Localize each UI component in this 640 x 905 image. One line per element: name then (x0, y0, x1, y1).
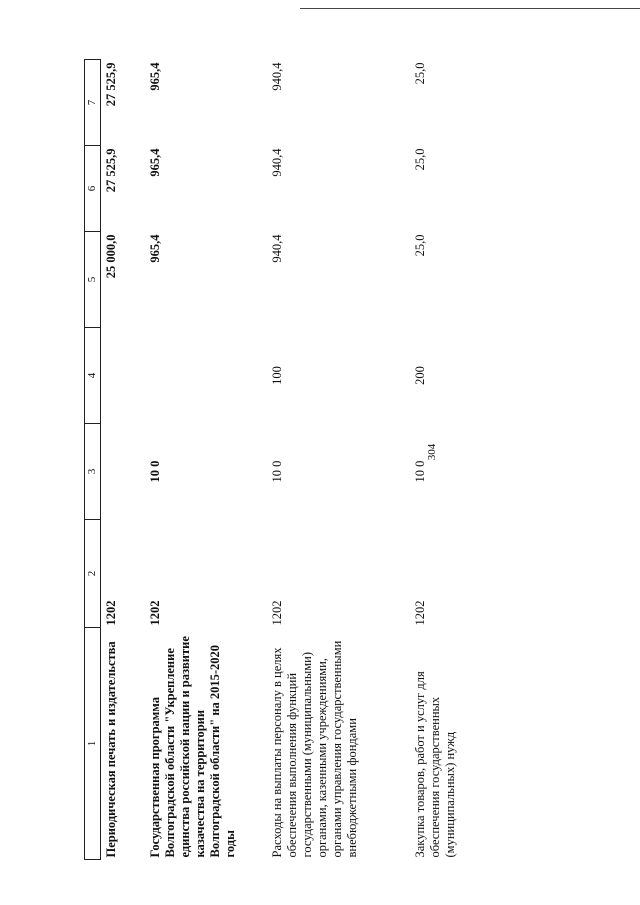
cell-amount-5: 965,4 (147, 234, 162, 263)
cell-amount-7: 25,0 (412, 62, 427, 85)
table-row (145, 60, 267, 860)
column-header: 5 (85, 232, 101, 328)
column-header: 3 (85, 424, 101, 520)
row-name: Периодическая печать и издательства (104, 641, 118, 858)
top-rule (300, 8, 640, 9)
cell-amount-6: 25,0 (412, 148, 427, 171)
cell-expense-type (101, 328, 145, 424)
column-header: 1 (85, 628, 101, 860)
cell-target: 10 0 (269, 460, 284, 483)
cell-section: 1202 (412, 600, 427, 626)
cell-expense-type: 100 (269, 366, 284, 385)
cell-amount-6: 965,4 (147, 148, 162, 177)
cell-target (101, 424, 145, 520)
page-number: 304 (426, 443, 438, 461)
column-header: 2 (85, 520, 101, 628)
cell-expense-type: 200 (412, 366, 427, 385)
cell-amount-6: 27 525,9 (104, 148, 118, 193)
cell-amount-5: 940,4 (269, 234, 284, 263)
cell-amount-7: 940,4 (269, 62, 284, 91)
cell-section: 1202 (269, 600, 284, 626)
row-name: Государственная программа Волгоградской области "Укрепление единства российской нации и развитие казачества на территории Волгоградской области" на 2015-2020 годы (147, 636, 237, 858)
cell-amount-6: 940,4 (269, 148, 284, 177)
cell-target: 10 0 (147, 460, 162, 483)
cell-target: 10 0 (412, 460, 427, 483)
cell-section: 1202 (147, 600, 162, 626)
row-name: Расходы на выплаты персоналу в целях обеспечения выполнения функций государственными (муниципальными) органами, казенными учреждениями, органами управления государственными внебюджетными фондами (269, 640, 359, 858)
cell-expense-type (145, 328, 267, 424)
column-header: 6 (85, 146, 101, 232)
column-header: 4 (85, 328, 101, 424)
table-row (410, 60, 503, 860)
cell-amount-5: 25 000,0 (104, 234, 118, 279)
cell-section: 1202 (104, 600, 118, 626)
cell-amount-7: 27 525,9 (104, 62, 118, 107)
header-row (85, 60, 101, 860)
table-row (267, 60, 410, 860)
cell-amount-7: 965,4 (147, 62, 162, 91)
row-name: Закупка товаров, работ и услуг для обеспечения государственных (муниципальных) нужд (412, 671, 457, 858)
table-row (101, 60, 145, 860)
cell-amount-5: 25,0 (412, 234, 427, 257)
budget-table (84, 60, 570, 860)
column-header: 7 (85, 60, 101, 146)
